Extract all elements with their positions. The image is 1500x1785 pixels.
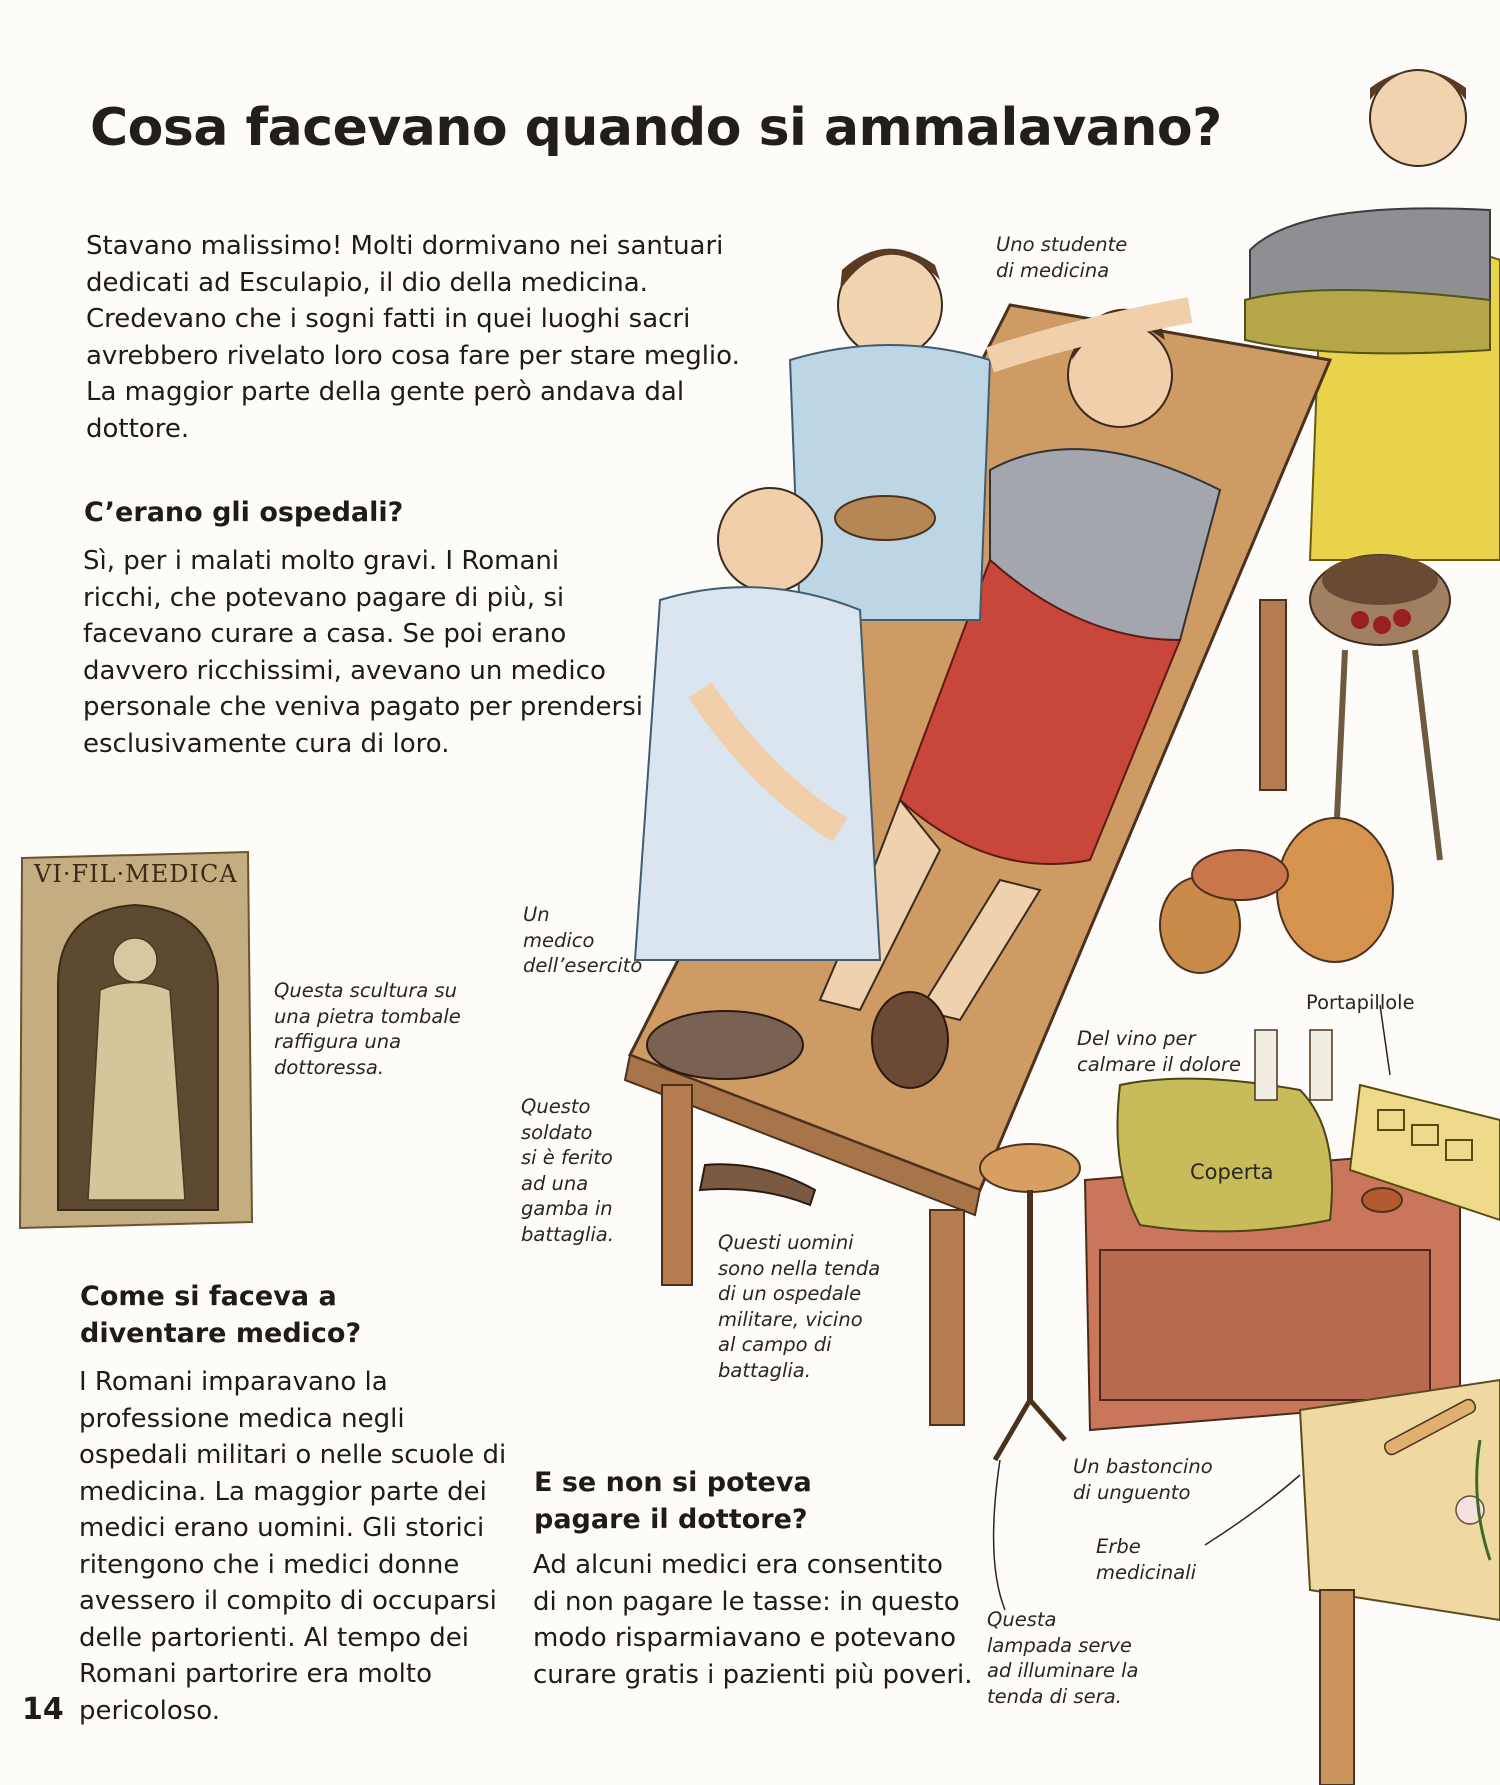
section-heading-becoming-doctor: Come si faceva a diventare medico? (80, 1281, 362, 1349)
section-text-becoming-doctor: I Romani imparavano la professione medica negli ospedali militari o nelle scuole di medicina. La maggior parte dei medici erano uomini. Gli storici ritengono che i medici donne avessero il compito di occuparsi delle partorienti. Al tempo dei Romani partorire era molto pericoloso. (79, 1367, 507, 1726)
intro-paragraph: Stavano malissimo! Molti dormivano nei santuari dedicati ad Esculapio, il dio della medicina. Credevano che i sogni fatti in quei luoghi sacri avrebbero rivelato loro cosa fare per stare meglio. La maggior parte della gente però andava dal dottore. (86, 231, 740, 444)
label-ointment: Un bastoncino di unguento (1073, 1455, 1213, 1504)
page-number: 14 (22, 1692, 64, 1727)
label-lamp: Questa lampada serve ad illuminare la tenda di sera. (987, 1608, 1139, 1708)
blanket-figure (1118, 1079, 1333, 1232)
label-tent: Questi uomini sono nella tenda di un ospedale militare, vicino al campo di battaglia. (718, 1231, 881, 1382)
brazier-figure (1310, 555, 1450, 860)
label-wine: Del vino per calmare il dolore (1077, 1027, 1241, 1076)
side-table-figure (1300, 1380, 1500, 1785)
label-herbs: Erbe medicinali (1096, 1535, 1197, 1584)
tombstone-figure (20, 852, 252, 1228)
section-text-hospitals: Sì, per i malati molto gravi. I Romani ricchi, che potevano pagare di più, si facevano curare a casa. Se poi erano davvero ricchissimi, avevano un medico personale che veniva pagato per prendersi esclusivamente cura di loro. (83, 546, 643, 759)
section-text-pay-doctor: Ad alcuni medici era consentito di non pagare le tasse: in questo modo risparmiavano e potevano curare gratis i pazienti più poveri. (533, 1550, 973, 1690)
sandal-shape (647, 1011, 803, 1079)
section-heading-pay-doctor: E se non si poteva pagare il dottore? (534, 1467, 812, 1535)
label-soldier: Questo soldato si è ferito ad una gamba in battaglia. (521, 1095, 614, 1246)
label-student: Uno studente di medicina (996, 233, 1128, 282)
label-army-doctor: Un medico dell’esercito (523, 903, 643, 977)
tombstone-caption: Questa scultura su una pietra tombale raffigura una dottoressa. (274, 979, 461, 1079)
label-pillbox: Portapillole (1306, 991, 1415, 1014)
section-heading-hospitals: C’erano gli ospedali? (84, 497, 404, 528)
label-blanket: Coperta (1190, 1160, 1274, 1184)
lamp-figure (980, 1144, 1080, 1460)
page-title: Cosa facevano quando si ammalavano? (90, 98, 1222, 158)
servant-figure (1245, 70, 1500, 560)
tombstone-inscription: VI·FIL·MEDICA (34, 860, 238, 888)
